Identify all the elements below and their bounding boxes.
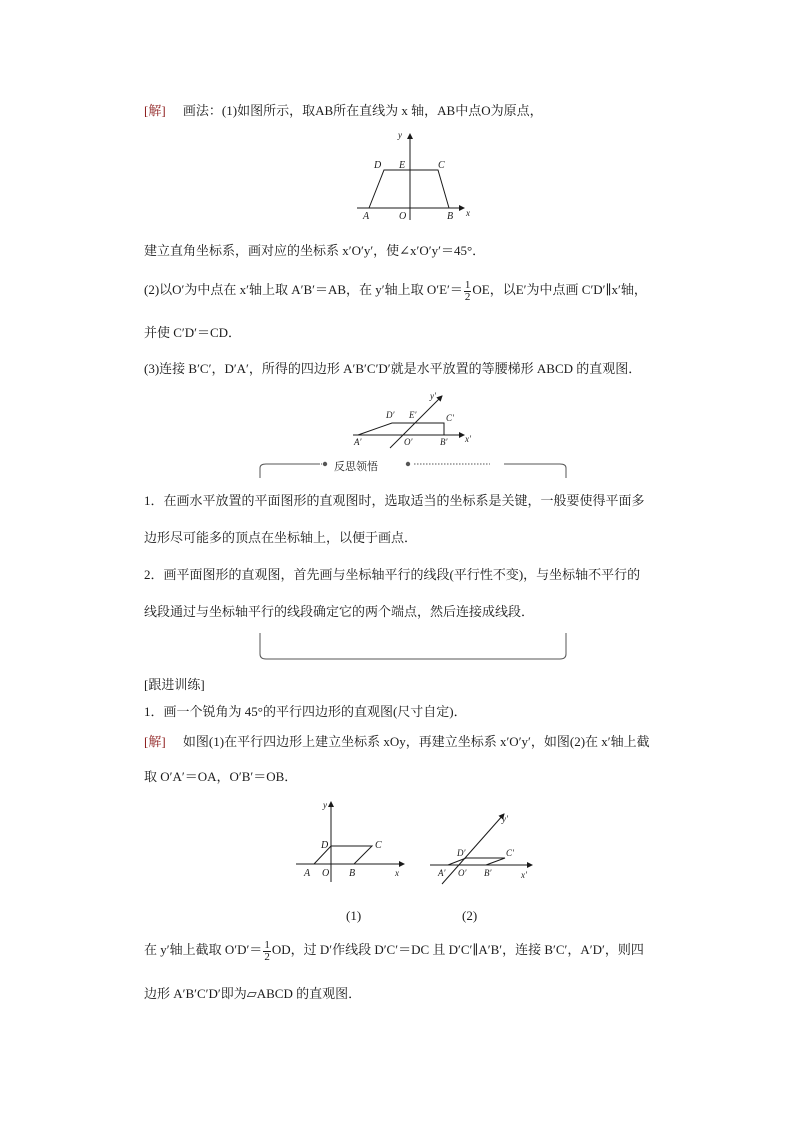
label-x: x <box>466 208 470 218</box>
final-line1 <box>144 935 644 965</box>
solution-tag: [解] <box>144 103 166 118</box>
label-d-prime: D′ <box>457 848 466 858</box>
final-part1: 在 y′轴上截取 O′D′＝ <box>144 942 263 957</box>
step1-continuation: 建立直角坐标系，画对应的坐标系 x′O′y′，使∠x′O′y′＝45°． <box>144 243 486 258</box>
practice-solution-line2: 取 O′A′＝OA，O′B′＝OB． <box>144 769 298 784</box>
figure-parallelogram <box>292 796 412 886</box>
label-b: B <box>447 211 454 222</box>
fraction-half: $\frac{1}{2}$ <box>464 278 471 303</box>
label-d: D <box>374 160 382 171</box>
step3-text: (3)连接 B′C′，D′A′，所得的四边形 A′B′C′D′就是水平放置的等腰梯形 ABCD 的直观图． <box>144 361 642 376</box>
figure-parallelogram-oblique <box>428 808 540 886</box>
step2-line1 <box>144 275 647 305</box>
label-c: C <box>375 840 382 851</box>
label-d: D <box>321 840 329 851</box>
practice-solution-tag: [解] <box>144 734 166 749</box>
fraction-half-2: $\frac{1}{2}$ <box>264 938 270 963</box>
label-o-prime: O′ <box>458 868 467 878</box>
reflection-point2-line1: 2．画平面图形的直观图，首先画与坐标轴平行的线段(平行性不变)，与坐标轴不平行的 <box>144 567 641 582</box>
label-y: y <box>398 130 402 140</box>
label-c: C <box>438 160 445 171</box>
label-a: A <box>304 868 311 879</box>
label-c-prime: C′ <box>506 848 514 858</box>
label-b-prime: B′ <box>440 437 448 447</box>
practice-question-1: 1．画一个锐角为 45°的平行四边形的直观图(尺寸自定)． <box>144 704 467 719</box>
y-prime-axis <box>442 814 504 884</box>
solution-intro-text: 画法：(1)如图所示，取AB所在直线为 x 轴，AB中点O为原点， <box>182 103 543 118</box>
step2-part1: (2)以O′为中点在 x′轴上取 A′B′＝AB，在 y′轴上取 O′E′＝ <box>144 282 463 297</box>
y-prime-axis <box>390 396 442 448</box>
reflection-point2-line2: 线段通过与坐标轴平行的线段确定它的两个端点，然后连接成线段． <box>144 604 535 619</box>
practice-header: [跟进训练] <box>144 677 205 692</box>
oblique-parallelogram-shape <box>448 858 505 865</box>
label-y-prime: y′ <box>430 391 436 401</box>
reflection-box-frame <box>258 458 568 661</box>
step2-part2: OE，以E′为中点画 C′D′∥x′轴， <box>472 282 647 297</box>
figure-2-caption: (2) <box>462 908 478 923</box>
figure-trapezoid <box>352 128 482 224</box>
reflection-box <box>258 458 568 661</box>
label-d-prime: D′ <box>386 410 395 420</box>
label-y: y <box>323 800 327 810</box>
reflection-title: 反思领悟 <box>332 458 380 474</box>
label-o: O <box>399 211 407 222</box>
solution-intro <box>144 100 543 119</box>
label-x-prime: x′ <box>465 434 471 444</box>
label-b: B <box>349 868 356 879</box>
label-a-prime: A′ <box>354 437 362 447</box>
label-a-prime: A′ <box>438 868 446 878</box>
label-e: E <box>399 160 406 171</box>
oblique-trapezoid-shape <box>358 423 444 435</box>
label-b-prime: B′ <box>484 868 492 878</box>
label-x: x <box>395 868 399 878</box>
label-x-prime: x′ <box>521 870 527 880</box>
practice-solution-text: 如图(1)在平行四边形上建立坐标系 xOy，再建立坐标系 x′O′y′，如图(2)在 x′轴上截 <box>182 734 650 749</box>
label-c-prime: C′ <box>446 413 454 423</box>
label-y-prime: y′ <box>502 814 508 824</box>
figure-1-caption: (1) <box>346 908 362 923</box>
step2-line2: 并使 C′D′＝CD． <box>144 325 242 340</box>
practice-solution-line1 <box>144 731 650 750</box>
reflection-point1-line2: 边形尽可能多的顶点在坐标轴上，以便于画点． <box>144 530 418 545</box>
trapezoid-shape <box>369 170 449 208</box>
reflection-point1-line1: 1．在画水平放置的平面图形的直观图时，选取适当的坐标系是关键，一般要使得平面多 <box>144 493 645 508</box>
label-o: O <box>322 868 330 879</box>
figure-trapezoid-oblique <box>350 390 480 452</box>
label-o-prime: O′ <box>404 437 413 447</box>
final-line2: 边形 A′B′C′D′即为▱ABCD 的直观图． <box>144 986 362 1001</box>
final-part2: OD，过 D′作线段 D′C′＝DC 且 D′C′∥A′B′，连接 B′C′，A′D′，则四 <box>271 942 644 957</box>
label-e-prime: E′ <box>409 410 417 420</box>
label-a: A <box>363 211 370 222</box>
